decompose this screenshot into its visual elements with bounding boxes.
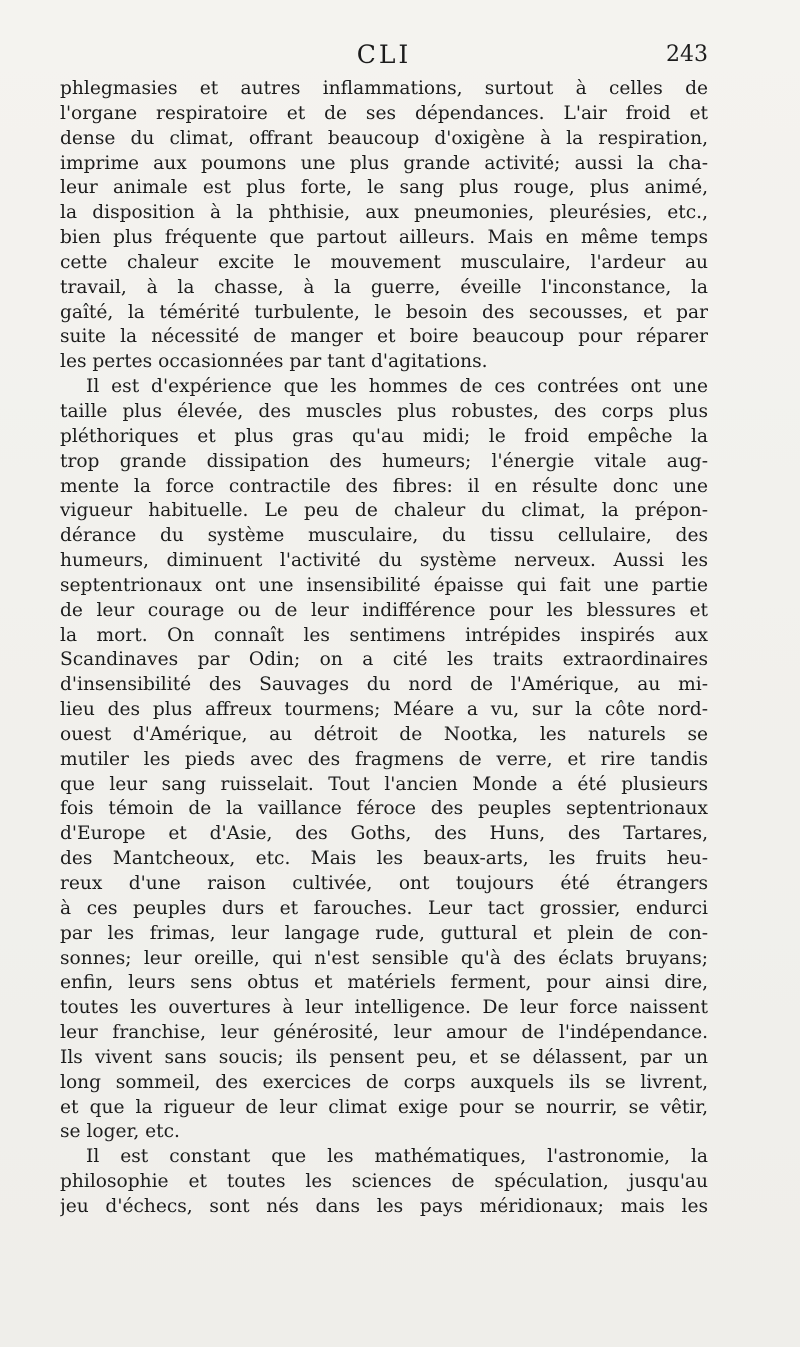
text-line: leur franchise, leur générosité, leur amour de l'indépendance. bbox=[60, 1022, 708, 1044]
text-line: sonnes; leur oreille, qui n'est sensible qu'à des éclats bruyans; bbox=[60, 947, 708, 969]
page-number: 243 bbox=[666, 42, 708, 67]
text-line: bien plus fréquente que partout ailleurs. Mais en même temps bbox=[60, 227, 708, 249]
text-line: d'insensibilité des Sauvages du nord de l'Amérique, au mi- bbox=[60, 674, 708, 696]
text-line: mutiler les pieds avec des fragmens de verre, et rire tandis bbox=[60, 748, 708, 770]
text-line: leur animale est plus forte, le sang plus rouge, plus animé, bbox=[60, 177, 708, 199]
text-line: que leur sang ruisselait. Tout l'ancien Monde a été plusieurs bbox=[60, 773, 708, 795]
text-line: cette chaleur excite le mouvement musculaire, l'ardeur au bbox=[60, 251, 708, 273]
text-line: se loger, etc. bbox=[60, 1121, 180, 1143]
text-line: par les frimas, leur langage rude, guttural et plein de con- bbox=[60, 922, 708, 944]
text-line: d'Europe et d'Asie, des Goths, des Huns, des Tartares, bbox=[60, 823, 708, 845]
text-line: septentrionaux ont une insensibilité épaisse qui fait une partie bbox=[60, 574, 708, 596]
text-line: enfin, leurs sens obtus et matériels ferment, pour ainsi dire, bbox=[60, 972, 708, 994]
text-line: à ces peuples durs et farouches. Leur tact grossier, endurci bbox=[60, 897, 708, 919]
running-head bbox=[60, 38, 708, 72]
text-line: la disposition à la phthisie, aux pneumonies, pleurésies, etc., bbox=[60, 202, 708, 224]
text-line: reux d'une raison cultivée, ont toujours été étrangers bbox=[60, 873, 708, 894]
text-line: Il est d'expérience que les hommes de ces contrées ont une bbox=[86, 376, 708, 398]
text-line: Ils vivent sans soucis; ils pensent peu, et se délassent, par un bbox=[60, 1046, 708, 1068]
text-line: jeu d'échecs, sont nés dans les pays méridionaux; mais les bbox=[60, 1195, 708, 1217]
text-line: de leur courage ou de leur indifférence pour les blessures et bbox=[60, 599, 708, 621]
text-line: pléthoriques et plus gras qu'au midi; le froid empêche la bbox=[60, 425, 708, 447]
text-line: dense du climat, offrant beaucoup d'oxigène à la respiration, bbox=[60, 127, 708, 149]
text-line: long sommeil, des exercices de corps auxquels ils se livrent, bbox=[60, 1071, 708, 1093]
signature-mark: CLI bbox=[356, 40, 412, 69]
text-line: l'organe respiratoire et de ses dépendances. L'air froid et bbox=[60, 102, 708, 124]
text-line: phlegmasies et autres inflammations, surtout à celles de bbox=[60, 78, 708, 99]
text-line: mente la force contractile des fibres: il en résulte donc une bbox=[60, 475, 708, 497]
text-line: Scandinaves par Odin; on a cité les traits extraordinaires bbox=[60, 649, 708, 671]
text-line: vigueur habituelle. Le peu de chaleur du climat, la prépon- bbox=[60, 500, 708, 522]
body-text bbox=[60, 77, 708, 1220]
text-line: imprime aux poumons une plus grande activité; aussi la cha- bbox=[60, 152, 708, 174]
text-line: des Mantcheoux, etc. Mais les beaux-arts, les fruits heu- bbox=[60, 848, 708, 870]
text-line: gaîté, la témérité turbulente, le besoin des secousses, et par bbox=[60, 301, 708, 323]
text-line: taille plus élevée, des muscles plus robustes, des corps plus bbox=[60, 400, 708, 422]
text-line: fois témoin de la vaillance féroce des peuples septentrionaux bbox=[60, 798, 708, 820]
text-line: philosophie et toutes les sciences de spéculation, jusqu'au bbox=[60, 1171, 708, 1193]
text-line: toutes les ouvertures à leur intelligence. De leur force naissent bbox=[60, 997, 708, 1019]
text-line: humeurs, diminuent l'activité du système nerveux. Aussi les bbox=[60, 550, 708, 572]
text-line: lieu des plus affreux tourmens; Méare a vu, sur la côte nord- bbox=[60, 699, 708, 721]
text-line: trop grande dissipation des humeurs; l'énergie vitale aug- bbox=[60, 450, 708, 472]
text-line: suite la nécessité de manger et boire beaucoup pour réparer bbox=[60, 326, 708, 348]
text-line: ouest d'Amérique, au détroit de Nootka, les naturels se bbox=[60, 723, 708, 745]
text-line: dérance du système musculaire, du tissu cellulaire, des bbox=[60, 525, 708, 547]
text-line: les pertes occasionnées par tant d'agitations. bbox=[60, 351, 488, 373]
text-line: Il est constant que les mathématiques, l'astronomie, la bbox=[86, 1146, 708, 1168]
text-line: travail, à la chasse, à la guerre, éveille l'inconstance, la bbox=[60, 276, 708, 298]
text-line: et que la rigueur de leur climat exige pour se nourrir, se vêtir, bbox=[60, 1096, 708, 1118]
text-line: la mort. On connaît les sentimens intrépides inspirés aux bbox=[60, 624, 708, 646]
